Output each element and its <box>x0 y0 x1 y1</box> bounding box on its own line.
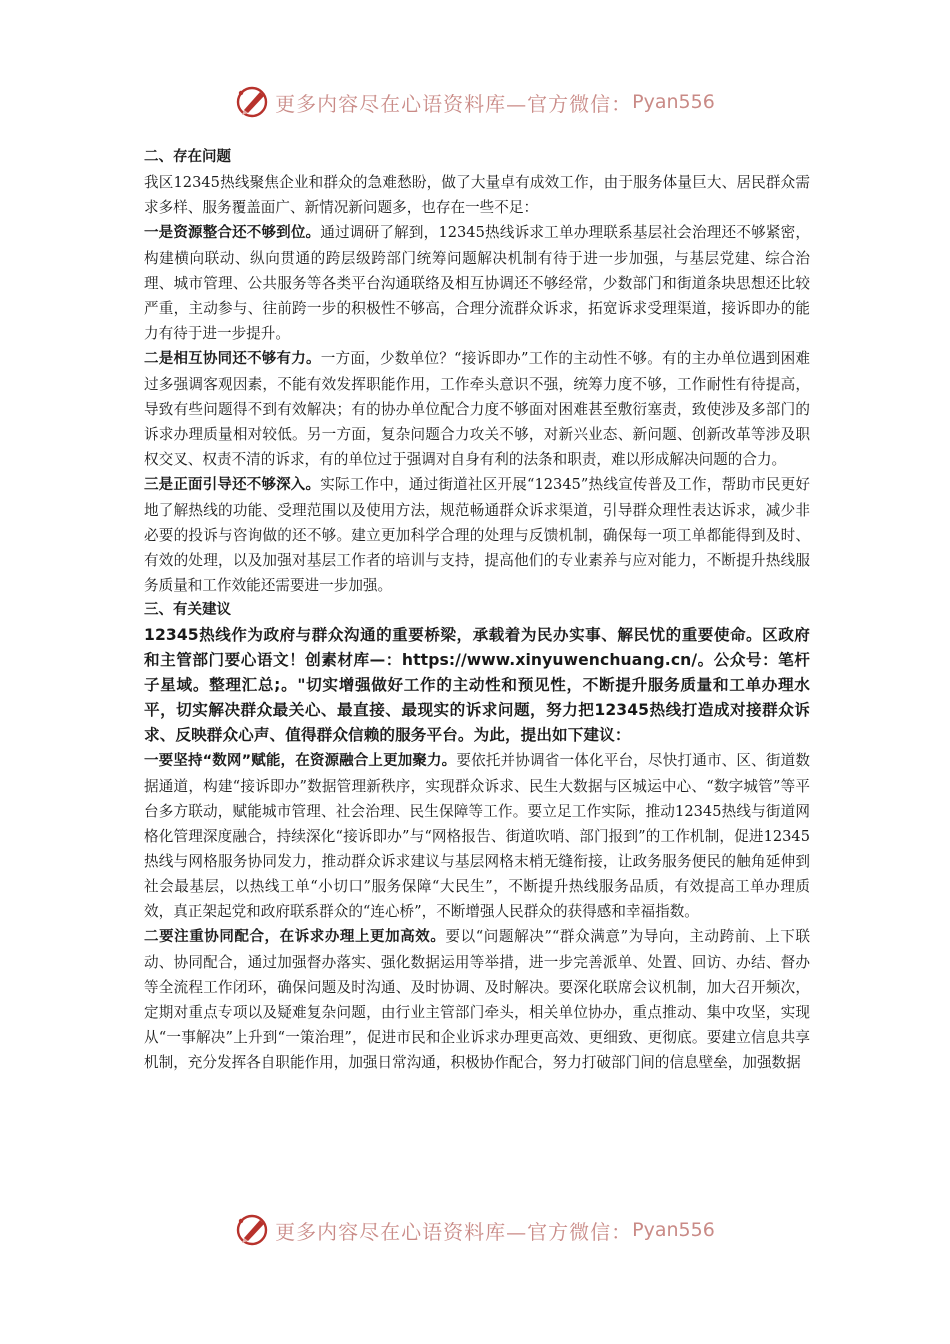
paragraph-text: 实际工作中，通过街道社区开展“12345”热线宣传普及工作，帮助市民更好地了解热线的功能、受理范围以及使用方法，规范畅通群众诉求渠道，引导群众理性表达诉求，减少非必要的投诉与咨询做的还不够。建立更加科学合理的处理与反馈机制，确保每一项工单都能得到及时、有效的处理，以及加强对基层工作者的培训与支持，提高他们的专业素养与应对能力，不断提升热线服务质量和工作效能还需要进一步加强。 <box>144 476 810 594</box>
section-heading-problems: 二、存在问题 <box>144 149 231 165</box>
header-banner <box>0 82 950 122</box>
paragraph-text: 要依托并协调省一体化平台，尽快打通市、区、街道数据通道，构建“接诉即办”数据管理新秩序，实现群众诉求、民生大数据与区城运中心、“数字城管”等平台多方联动，赋能城市管理、社会治理、民生保障等工作。要立足工作实际，推动12345热线与街道网格化管理深度融合，持续深化“接诉即办”与“网格报告、街道吹哨、部门报到”的工作机制，促进12345热线与网格服务协同发力，推动群众诉求建议与基层网格末梢无缝衔接，让政务服务便民的触角延伸到社会最基层，以热线工单“小切口”服务保障“大民生”，不断提升热线服务品质，有效提高工单办理质效，真正架起党和政府联系群众的“连心桥”，不断增强人民群众的获得感和幸福指数。 <box>144 752 810 920</box>
paragraph-text: 一方面，少数单位？“接诉即办”工作的主动性不够。有的主办单位遇到困难过多强调客观因素，不能有效发挥职能作用，工作牵头意识不强，统筹力度不够，工作耐性有待提高，导致有些问题得不到有效解决；有的协办单位配合力度不够面对困难甚至敷衍塞责，致使涉及多部门的诉求办理质量相对较低。另一方面，复杂问题合力攻关不够，对新兴业态、新问题、创新改革等涉及职权交叉、权责不清的诉求，有的单位过于强调对自身有利的法条和职责，难以形成解决问题的合力。 <box>144 350 810 468</box>
paragraph-lead: 三是正面引导还不够深入。 <box>144 477 321 493</box>
banner-wechat-id: Pyan556 <box>632 91 715 113</box>
section-intro-problems: 我区12345热线聚焦企业和群众的急难愁盼，做了大量卓有成效工作，由于服务体量巨大、居民群众需求多样、服务覆盖面广、新情况新问题多，也存在一些不足： <box>144 174 810 216</box>
problem-paragraph <box>144 346 810 472</box>
problem-paragraph <box>144 220 810 346</box>
banner-text: 更多内容尽在心语资料库—官方微信： <box>275 91 633 116</box>
problem-paragraph <box>144 472 810 598</box>
paragraph-lead: 一要坚持“数网”赋能，在资源融合上更加聚力。 <box>144 753 457 769</box>
paragraph-lead: 二要注重协同配合，在诉求办理上更加高效。 <box>144 929 446 945</box>
suggestion-paragraph <box>144 748 810 924</box>
paragraph-lead: 二是相互协同还不够有力。 <box>144 351 321 367</box>
pen-logo-icon <box>235 84 271 120</box>
paragraph-text: 要以“问题解决”“群众满意”为导向，主动跨前、上下联动、协同配合，通过加强督办落实、强化数据运用等举措，进一步完善派单、处置、回访、办结、督办等全流程工作闭环，确保问题及时沟通、及时协调、及时解决。要深化联席会议机制，加大召开频次，定期对重点专项以及疑难复杂问题，由行业主管部门牵头，相关单位协办，重点推动、集中攻坚，实现从“一事解决”上升到“一策治理”，促进市民和企业诉求办理更高效、更细致、更彻底。要建立信息共享机制，充分发挥各自职能作用，加强日常沟通，积极协作配合，努力打破部门间的信息壁垒，加强数据 <box>144 928 810 1071</box>
paragraph-lead: 一是资源整合还不够到位。 <box>144 225 321 241</box>
section-intro-suggestions: 12345热线作为政府与群众沟通的重要桥梁，承载着为民办实事、解民忧的重要使命。区政府和主管部门要心语文！创素材库—：https://www.xinyuwenchuang.cn/。公众号：笔杆子星域。整理汇总;。"切实增强做好工作的主动性和预见性，不断提升服务质量和工单办理水平，切实解决群众最关心、最直接、最现实的诉求问题，努力把12345热线打造成对接群众诉求、反映群众心声、值得群众信赖的服务平台。为此，提出如下建议： <box>144 626 810 744</box>
footer-banner <box>0 1210 950 1250</box>
section-heading-suggestions: 三、有关建议 <box>144 602 231 618</box>
suggestion-paragraph <box>144 924 810 1075</box>
banner-text: 更多内容尽在心语资料库—官方微信： <box>275 1219 633 1244</box>
document-body <box>144 145 810 1075</box>
banner-wechat-id: Pyan556 <box>632 1219 715 1241</box>
paragraph-text: 通过调研了解到，12345热线诉求工单办理联系基层社会治理还不够紧密，构建横向联动、纵向贯通的跨层级跨部门统筹问题解决机制有待于进一步加强，与基层党建、综合治理、城市管理、公共服务等各类平台沟通联络及相互协调还不够经常，少数部门和街道条块思想还比较严重，主动参与、往前跨一步的积极性不够高，合理分流群众诉求，拓宽诉求受理渠道，接诉即办的能力有待于进一步提升。 <box>144 224 810 342</box>
pen-logo-icon <box>235 1212 271 1248</box>
